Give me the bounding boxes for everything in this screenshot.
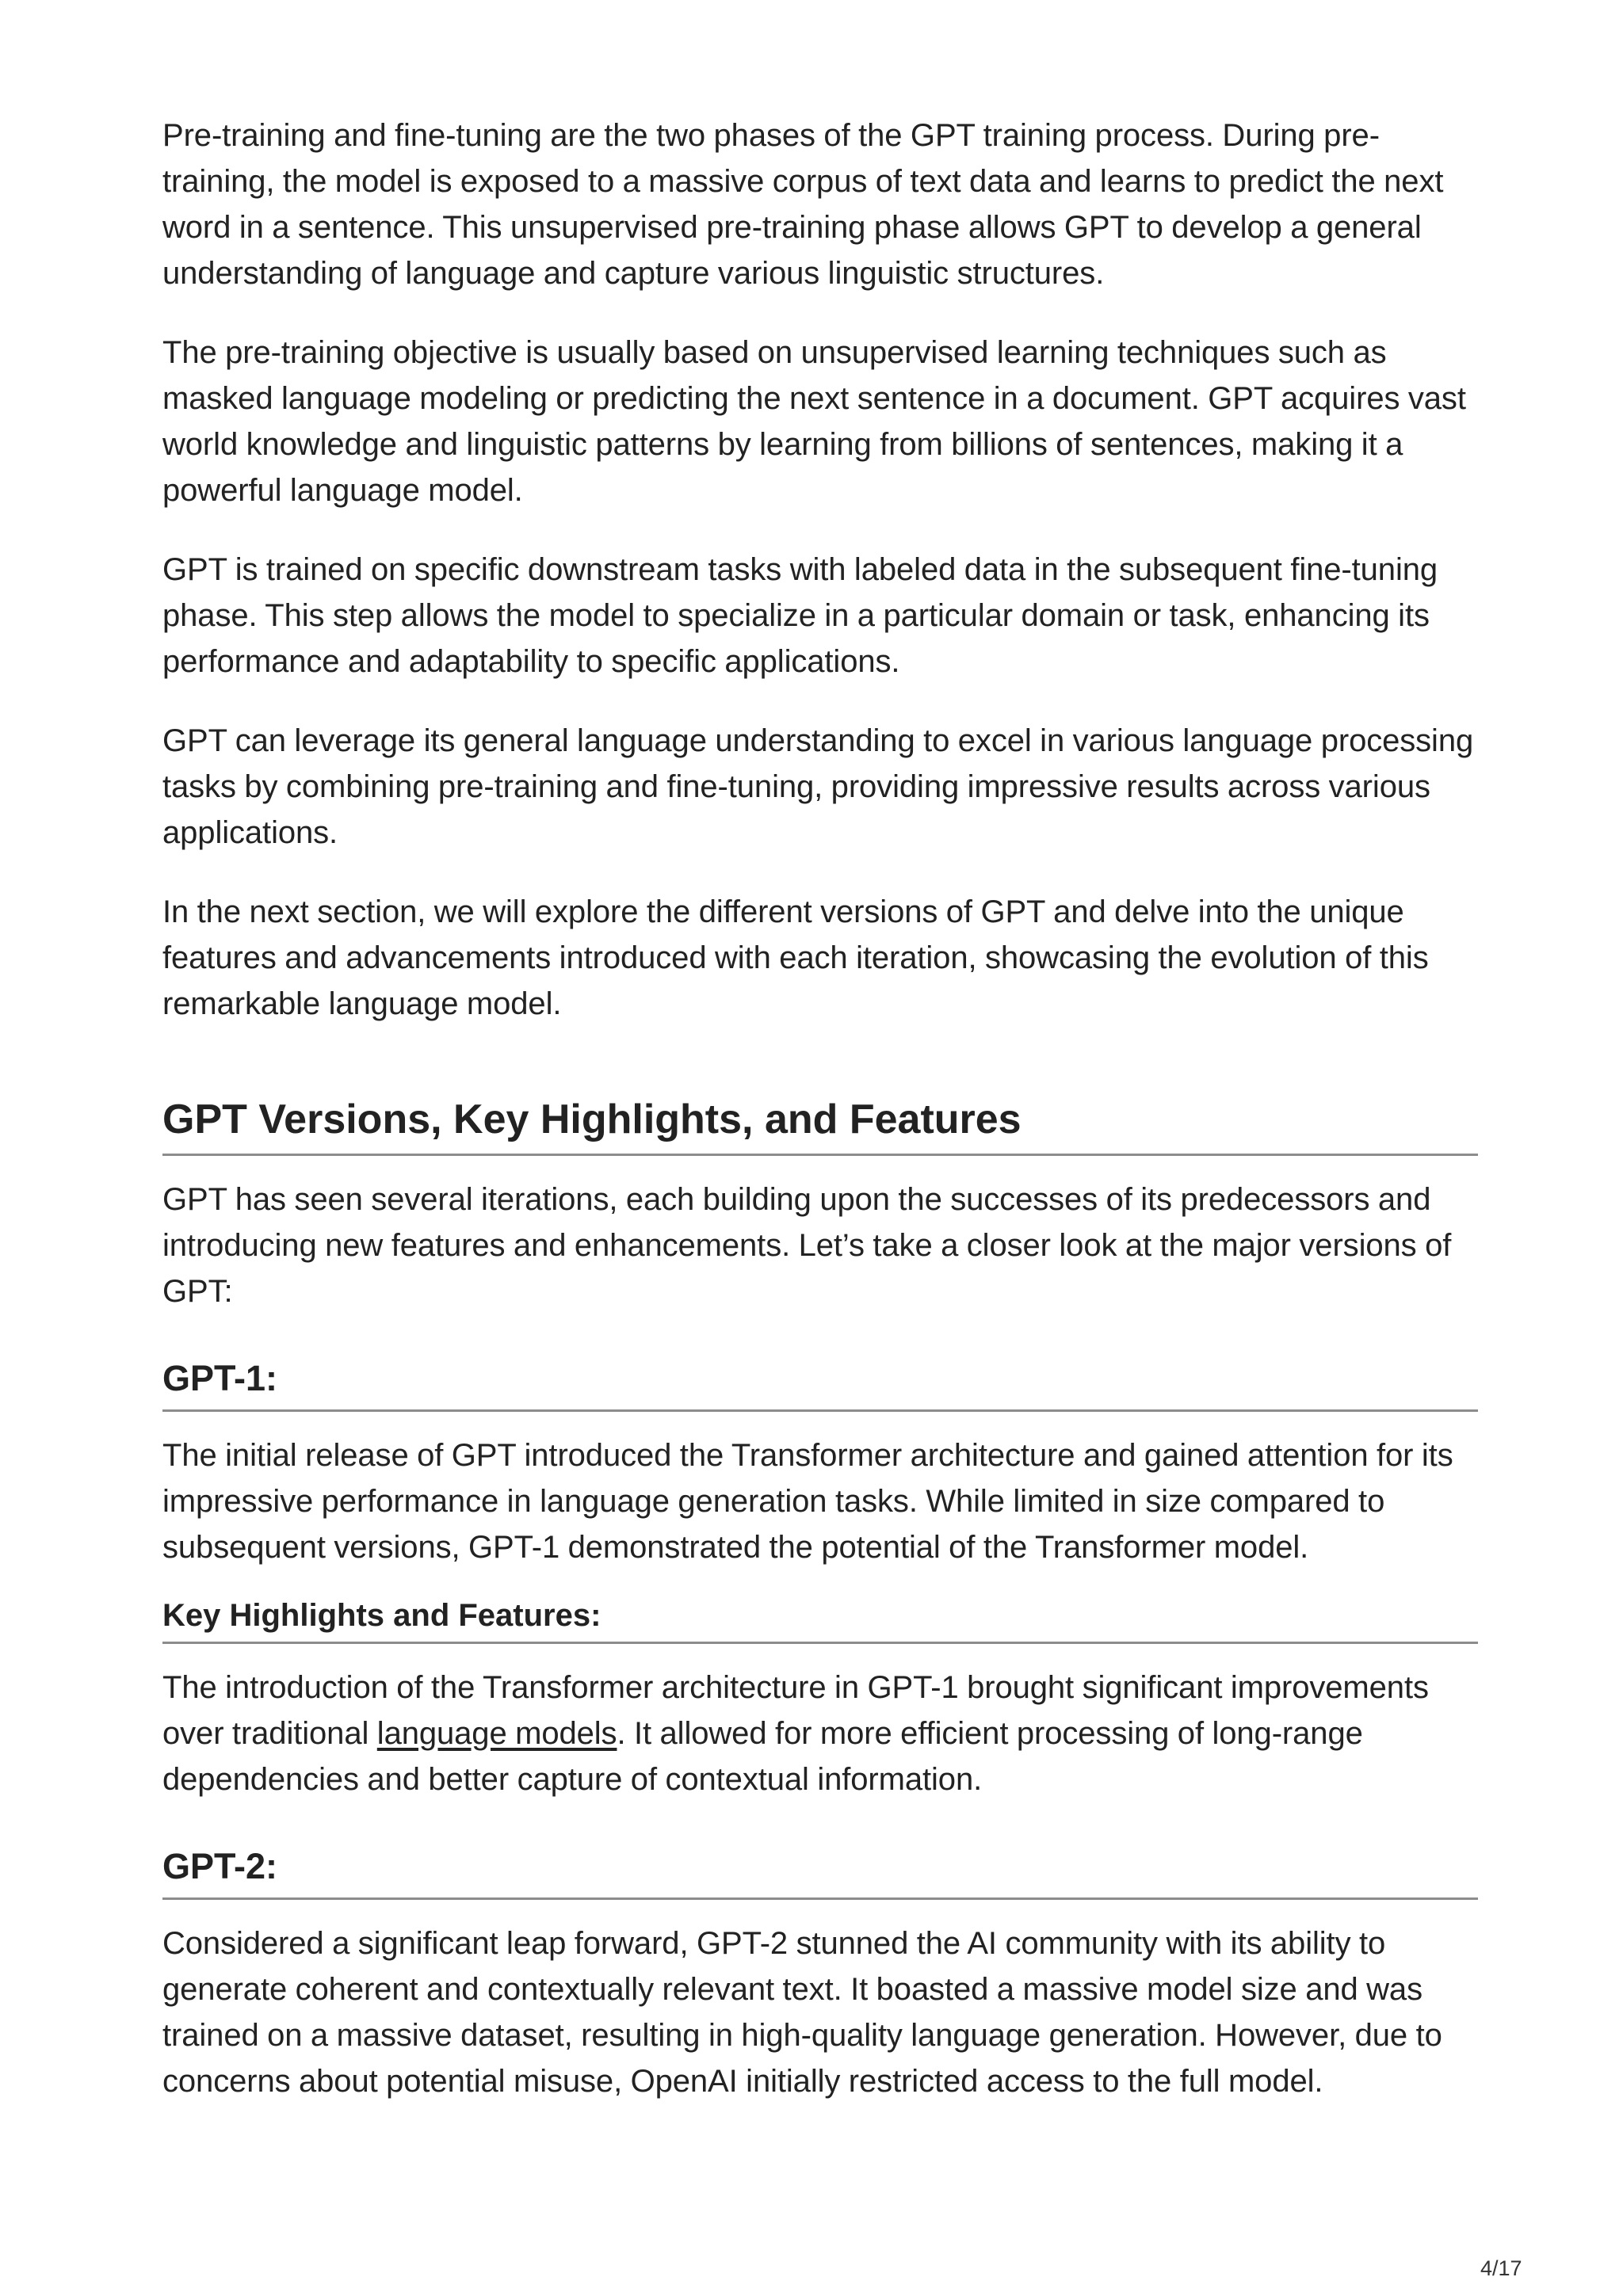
highlights-text-after-link: . It allowed for more efficient processing of long-range dependencies and better capture of contextual information. [162,1716,1363,1797]
article-content [162,113,1478,2138]
paragraph-fine-tuning: GPT is trained on specific downstream tasks with labeled data in the subsequent fine-tuning phase. This step allows the model to specialize in a particular domain or task, enhancing its performance and adaptability to specific applications. [162,552,1438,679]
paragraph-pretraining-objective: The pre-training objective is usually based on unsupervised learning techniques such as masked language modeling or predicting the next sentence in a document. GPT acquires vast world knowledge and linguistic patterns by learning from billions of sentences, making it a powerful language model. [162,335,1466,508]
heading-gpt-1: GPT-1: [162,1354,1478,1412]
paragraph-versions-intro: GPT has seen several iterations, each building upon the successes of its predecessors and introducing new features and enhancements. Let’s take a closer look at the major versions of GPT: [162,1182,1452,1309]
paragraph-gpt-1-description: The initial release of GPT introduced the Transformer architecture and gained attention for its impressive performance in language generation tasks. While limited in size compared to subsequent versions, GPT-1 demonstrated the potential of the Transformer model. [162,1438,1453,1565]
paragraph-gpt-1-highlights [162,1665,1478,1802]
heading-gpt-2: GPT-2: [162,1842,1478,1900]
language-models-link[interactable]: language models [376,1716,617,1751]
heading-gpt-1-highlights: Key Highlights and Features: [162,1594,1478,1644]
paragraph-combined-benefits: GPT can leverage its general language understanding to excel in various language processing tasks by combining pre-training and fine-tuning, providing impressive results across various applications. [162,723,1474,850]
paragraph-pretraining-phases: Pre-training and fine-tuning are the two phases of the GPT training process. During pre-training, the model is exposed to a massive corpus of text data and learns to predict the next word in a sentence. This unsupervised pre-training phase allows GPT to develop a general understanding of language and capture various linguistic structures. [162,118,1444,291]
section-heading-gpt-versions: GPT Versions, Key Highlights, and Features [162,1092,1478,1156]
paragraph-gpt-2-description: Considered a significant leap forward, GPT-2 stunned the AI community with its ability to generate coherent and contextually relevant text. It boasted a massive model size and was trained on a massive dataset, resulting in high-quality language generation. However, due to concerns about potential misuse, OpenAI initially restricted access to the full model. [162,1926,1442,2099]
page-number: 4/17 [1480,2256,1522,2280]
highlights-text-before-link: The introduction of the Transformer architecture in GPT-1 brought significant improvements over traditional [162,1670,1429,1751]
paragraph-next-section: In the next section, we will explore the different versions of GPT and delve into the unique features and advancements introduced with each iteration, showcasing the evolution of this remarkable language model. [162,894,1429,1021]
